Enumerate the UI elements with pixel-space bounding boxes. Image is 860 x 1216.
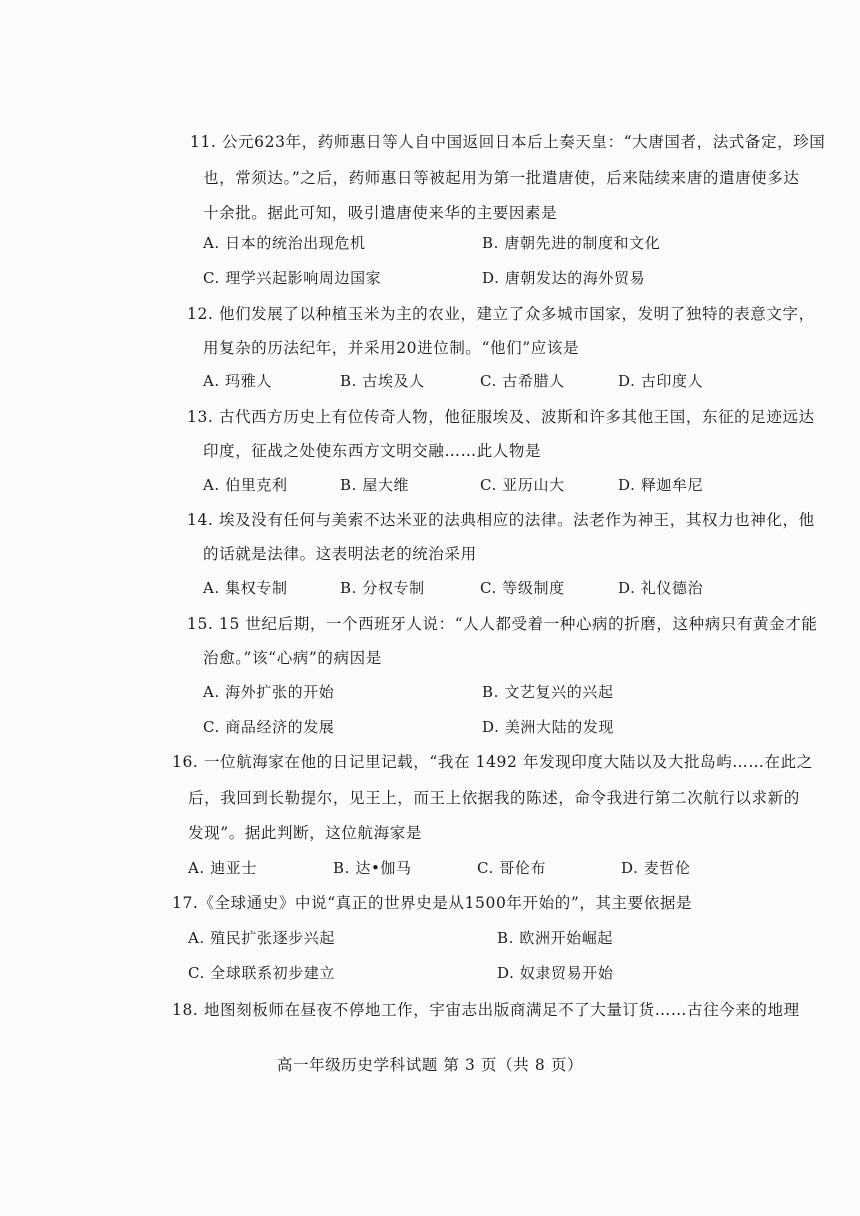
question-11-option-d: D. 唐朝发达的海外贸易: [482, 269, 646, 287]
question-18-line-1: 18. 地图刻板师在昼夜不停地工作，宇宙志出版商满足不了大量订货……古往今来的地理: [172, 1001, 800, 1019]
question-16-option-b: B. 达•伽马: [333, 859, 412, 877]
question-14-option-d: D. 礼仪德治: [618, 579, 704, 597]
question-13-option-b: B. 屋大维: [340, 476, 410, 494]
question-14-line-1: 14. 埃及没有任何与美索不达米亚的法典相应的法律。法老作为神王，其权力也神化，他: [187, 511, 815, 529]
question-16-line-1: 16. 一位航海家在他的日记里记载，“我在 1492 年发现印度大陆以及大批岛屿……在此之: [172, 753, 813, 771]
question-15-line-1: 15. 15 世纪后期，一个西班牙人说：“人人都受着一种心病的折磨，这种病只有黄金才能: [187, 615, 818, 633]
question-15-option-b: B. 文艺复兴的兴起: [482, 683, 614, 701]
question-17-option-b: B. 欧洲开始崛起: [497, 929, 613, 947]
question-15-line-2: 治愈。”该“心病”的病因是: [203, 649, 382, 667]
question-16-option-d: D. 麦哲伦: [621, 859, 691, 877]
question-17-line-1: 17.《全球通史》中说“真正的世界史是从1500年开始的”，其主要依据是: [172, 894, 693, 912]
question-15-option-d: D. 美洲大陆的发现: [482, 718, 615, 736]
question-12-option-d: D. 古印度人: [618, 372, 704, 390]
question-13-option-d: D. 释迦牟尼: [618, 476, 704, 494]
question-17-option-c: C. 全球联系初步建立: [188, 964, 336, 982]
question-16-option-c: C. 哥伦布: [477, 859, 547, 877]
question-12-option-a: A. 玛雅人: [203, 372, 272, 390]
question-11-line-2: 也，常须达。”之后，药师惠日等被起用为第一批遣唐使，后来陆续来唐的遣唐使多达: [203, 169, 800, 187]
question-14-option-b: B. 分权专制: [340, 579, 425, 597]
question-14-option-c: C. 等级制度: [480, 579, 565, 597]
question-16-line-2: 后，我回到长勒提尔，见王上，而王上依据我的陈述，命令我进行第二次航行以求新的: [188, 789, 800, 807]
question-15-option-c: C. 商品经济的发展: [203, 718, 335, 736]
question-14-line-2: 的话就是法律。这表明法老的统治采用: [203, 545, 477, 563]
question-13-option-a: A. 伯里克利: [203, 476, 288, 494]
question-13-option-c: C. 亚历山大: [480, 476, 565, 494]
question-16-option-a: A. 迪亚士: [188, 859, 257, 877]
question-17-option-a: A. 殖民扩张逐步兴起: [188, 929, 335, 947]
question-17-option-d: D. 奴隶贸易开始: [497, 964, 614, 982]
question-12-line-1: 12. 他们发展了以种植玉米为主的农业，建立了众多城市国家，发明了独特的表意文字，: [187, 305, 815, 323]
question-13-line-1: 13. 古代西方历史上有位传奇人物，他征服埃及、波斯和许多其他王国，东征的足迹远达: [187, 408, 815, 426]
question-12-option-c: C. 古希腊人: [480, 372, 565, 390]
question-11-option-b: B. 唐朝先进的制度和文化: [482, 234, 661, 252]
question-16-line-3: 发现”。据此判断，这位航海家是: [188, 824, 422, 842]
question-14-option-a: A. 集权专制: [203, 579, 288, 597]
page-footer: 高一年级历史学科试题 第 3 页（共 8 页）: [276, 1056, 584, 1074]
question-11-line-1: 11. 公元623年，药师惠日等人自中国返回日本后上奏天皇：“大唐国者，法式备定，珍国: [190, 133, 826, 151]
question-12-line-2: 用复杂的历法纪年，并采用20进位制。“他们”应该是: [203, 339, 580, 357]
question-13-line-2: 印度，征战之处使东西方文明交融……此人物是: [203, 442, 542, 460]
question-11-option-c: C. 理学兴起影响周边国家: [203, 269, 382, 287]
question-15-option-a: A. 海外扩张的开始: [203, 683, 335, 701]
question-11-line-3: 十余批。据此可知，吸引遣唐使来华的主要因素是: [203, 204, 558, 222]
question-12-option-b: B. 古埃及人: [340, 372, 425, 390]
question-11-option-a: A. 日本的统治出现危机: [203, 234, 366, 252]
